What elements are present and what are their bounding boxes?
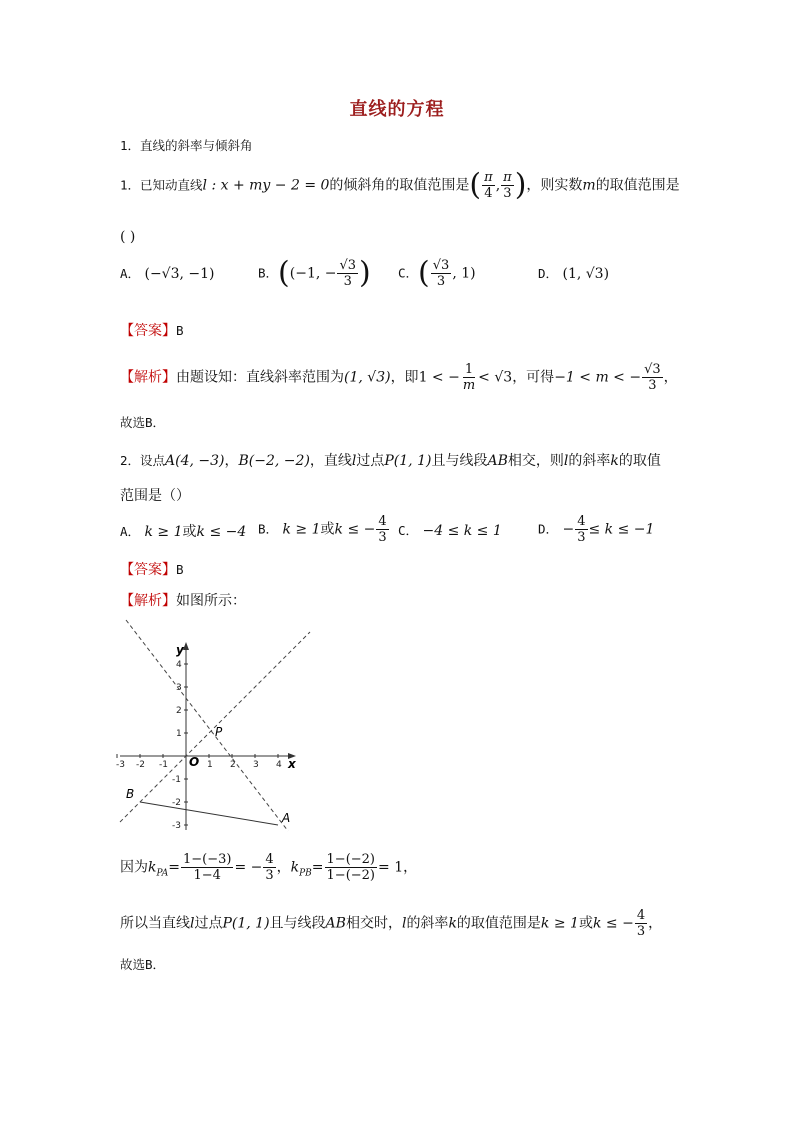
q1-answer: 【答案】B xyxy=(120,323,184,339)
q1-stem: 1．已知动直线l : x + my − 2 = 0的倾斜角的取值范围是( $\frac{\pi}{4}$ , $\frac{\pi}{3}$ )，则实数m的取值范围是 xyxy=(120,167,680,203)
x-tick-label: 3 xyxy=(253,760,259,770)
q2-option-a[interactable]: A． k ≥ 1或k ≤ −4 xyxy=(120,524,247,540)
y-tick-label: 3 xyxy=(176,683,182,693)
q1-blank: ( ) xyxy=(120,229,136,245)
y-tick-label: 2 xyxy=(176,706,182,716)
q2-stem-line2: 范围是（） xyxy=(120,488,190,504)
q2-option-d[interactable]: D． − $\frac{4}{3}$ ≤ k ≤ −1 xyxy=(538,514,655,545)
q2-final-statement: 所以当直线l过点P(1, 1)且与线段AB相交时，l的斜率k的取值范围是k ≥ 1或k ≤ − $\frac{4}{3}$ ， xyxy=(120,908,663,939)
x-tick-label: -1 xyxy=(159,760,168,770)
q2-conclusion: 故选B． xyxy=(120,957,166,972)
x-tick-label: 1 xyxy=(207,760,213,770)
point-P-label: P xyxy=(215,725,223,739)
coordinate-figure xyxy=(116,618,316,836)
q2-stem: 2．设点A(4, −3)，B(−2, −2)，直线l过点P(1, 1)且与线段AB相交，则l的斜率k的取值 xyxy=(120,453,661,469)
y-axis-label: y xyxy=(176,643,184,657)
page-title: 直线的方程 xyxy=(349,99,445,120)
q1-conclusion: 故选B． xyxy=(120,415,166,430)
x-axis-label: x xyxy=(288,757,296,771)
q1-analysis: 【解析】由题设知：直线斜率范围为(1, √3)，即1 < − $\frac{1}{m}$ < √3，可得−1 < m < − $\frac{√3}{3}$ ， xyxy=(120,362,678,393)
y-tick-label: -3 xyxy=(172,821,181,831)
segment-AB xyxy=(140,802,278,825)
y-tick-label: -2 xyxy=(172,798,181,808)
y-tick-label: -1 xyxy=(172,775,181,785)
q1-option-c[interactable]: C．( $\frac{√3}{3}$ , 1) xyxy=(398,255,476,291)
x-tick-label: 4 xyxy=(276,760,282,770)
q2-answer: 【答案】B xyxy=(120,562,184,578)
q1-option-d[interactable]: D． (1, √3) xyxy=(538,266,610,282)
y-tick-label: 4 xyxy=(176,660,182,670)
y-axis-arrow xyxy=(183,642,189,650)
origin-label: O xyxy=(189,755,200,769)
point-B-label: B xyxy=(126,787,135,801)
q1-option-a[interactable]: A． (−√3, −1) xyxy=(120,266,215,282)
q1-option-b[interactable]: B．((−1, − $\frac{√3}{3}$ ) xyxy=(258,255,371,291)
x-tick-label: 2 xyxy=(230,760,236,770)
y-tick-label: 1 xyxy=(176,729,182,739)
q2-option-c[interactable]: C． −4 ≤ k ≤ 1 xyxy=(398,523,502,539)
q2-slope-calc: 因为$k_{PA}=$ $\frac{1-(-3)}{1-4}$ = − $\frac{4}{3}$ ，$k_{PB}=$ $\frac{1-(-2)}{1-(-2)}$ = 1， xyxy=(120,852,418,883)
x-tick-label: -2 xyxy=(136,760,145,770)
section-heading: 1．直线的斜率与倾斜角 xyxy=(120,138,253,153)
q2-option-b[interactable]: B． k ≥ 1或k ≤ − $\frac{4}{3}$ xyxy=(258,514,387,545)
line-PA-dashed xyxy=(126,620,291,831)
x-tick-label: -3 xyxy=(116,760,125,770)
q2-analysis: 【解析】如图所示： xyxy=(120,593,246,609)
point-A-label: A xyxy=(282,811,291,825)
